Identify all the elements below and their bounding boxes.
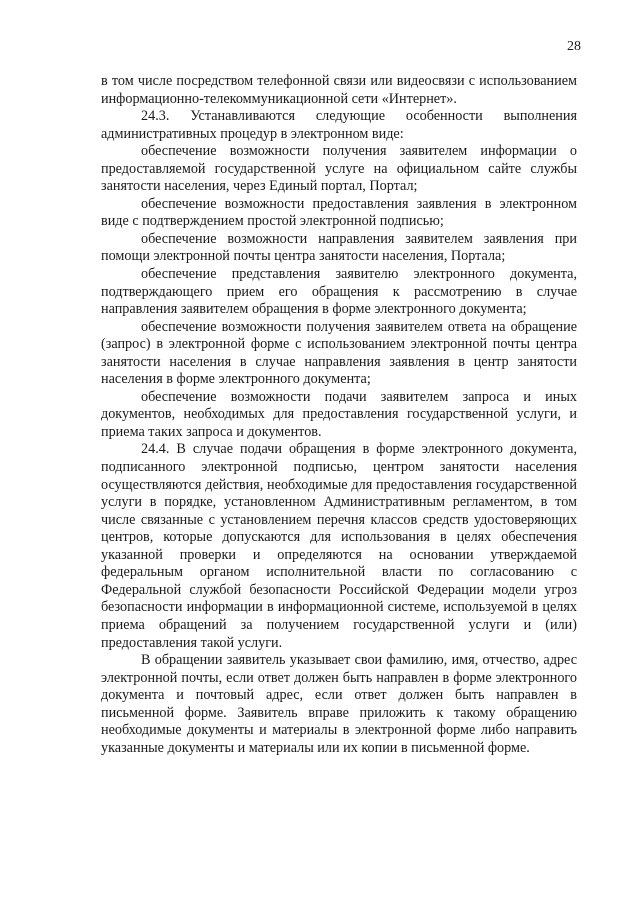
paragraph-receipt-confirmation: обеспечение представления заявителю электронного документа, подтверждающего прием его обращения к рассмотрению в случае направления заявителем обращения в форме электронного документа; (101, 266, 577, 318)
paragraph-electronic-response: обеспечение возможности получения заявителем ответа на обращение (запрос) в электронной форме с использованием электронной почты центра занятости населения в случае направления заявления в центр занятости населения в форме электронного документа; (101, 318, 577, 388)
paragraph-24-4: 24.4. В случае подачи обращения в форме электронного документа, подписанного электронной подписью, центром занятости населения осуществляются действия, необходимые для предоставления государственной услуги в порядке, установленном Административным регламентом, в том числе связанные с установлением перечня классов средств удостоверяющих центров, которые допускаются для использования в целях обеспечения указанной проверки и определяются на основании утверждаемой федеральным органом исполнительной власти по согласованию с Федеральной службой безопасности Российской Федерации модели угроз безопасности информации в информационной системе, используемой в целях приема обращений за получением государственной услуги и (или) предоставления такой услуги. (101, 441, 577, 651)
paragraph-request-submission: обеспечение возможности подачи заявителем запроса и иных документов, необходимых для предоставления государственной услуги, и приема таких запроса и документов. (101, 388, 577, 440)
paragraph-24-3-heading: 24.3. Устанавливаются следующие особенности выполнения административных процедур в электронном виде: (101, 108, 577, 142)
paragraph-info-access: обеспечение возможности получения заявителем информации о предоставляемой государственной услуге на официальном сайте службы занятости населения, через Единый портал, Портал; (101, 143, 577, 195)
paragraph-applicant-details: В обращении заявитель указывает свои фамилию, имя, отчество, адрес электронной почты, если ответ должен быть направлен в форме электронного документа и почтовый адрес, если ответ должен быть направлен в письменной форме. Заявитель вправе приложить к такому обращению необходимые документы и материалы в электронной форме либо направить указанные документы и материалы или их копии в письменной форме. (101, 652, 577, 756)
paragraph-continuation: в том числе посредством телефонной связи или видеосвязи с использованием информационно-телекоммуникационной сети «Интернет». (101, 73, 577, 107)
page-number: 28 (567, 39, 581, 54)
document-body (101, 73, 577, 757)
paragraph-electronic-application: обеспечение возможности предоставления заявления в электронном виде с подтверждением простой электронной подписью; (101, 195, 577, 230)
paragraph-email-submission: обеспечение возможности направления заявителем заявления при помощи электронной почты центра занятости населения, Портала; (101, 230, 577, 265)
